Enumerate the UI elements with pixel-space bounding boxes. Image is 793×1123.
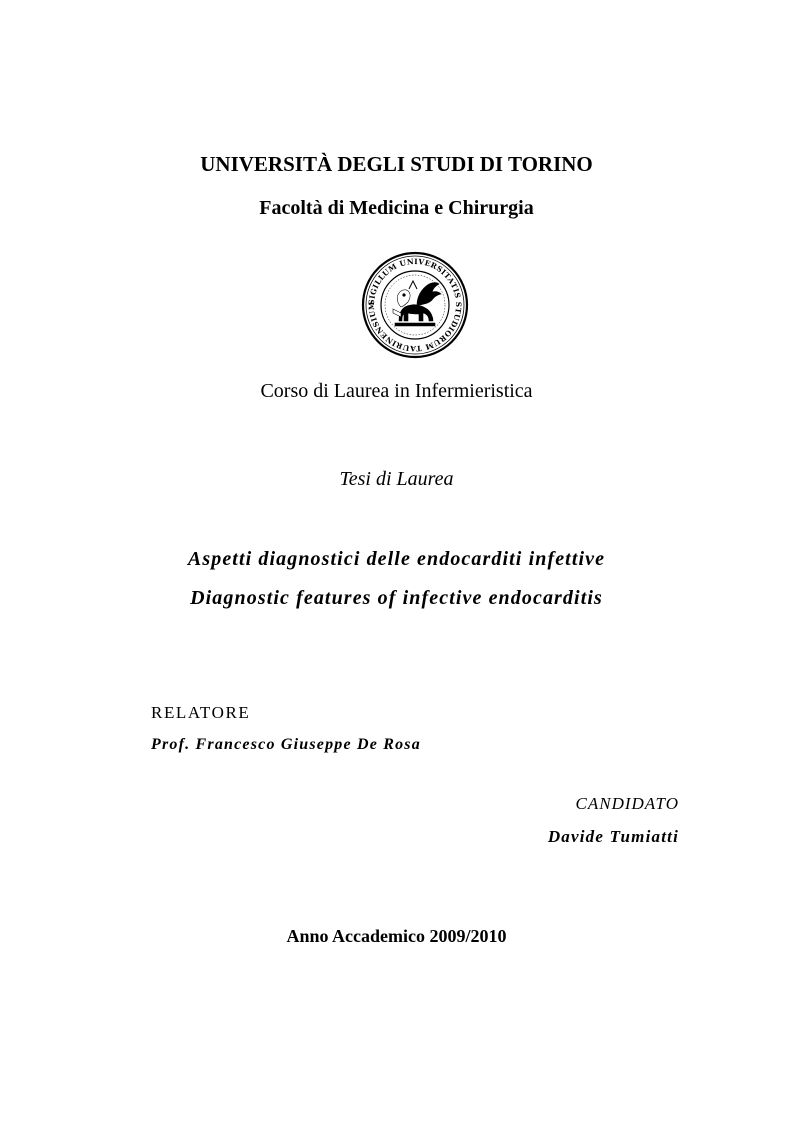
thesis-title-english: Diagnostic features of infective endocarditis xyxy=(190,587,603,609)
candidato-name: Davide Tumiatti xyxy=(547,827,679,846)
university-seal-icon xyxy=(361,251,469,359)
faculty-name: Facoltà di Medicina e Chirurgia xyxy=(259,197,534,219)
svg-text:SIGILLUM UNIVERSITATIS STUDIOR: SIGILLUM UNIVERSITATIS STUDIORUM TAURINENSIUM xyxy=(366,256,464,354)
university-name: UNIVERSITÀ DEGLI STUDI DI TORINO xyxy=(200,152,593,176)
candidato-label: CANDIDATO xyxy=(575,794,679,813)
relatore-name: Prof. Francesco Giuseppe De Rosa xyxy=(151,736,421,753)
relatore-label: RELATORE xyxy=(151,703,251,722)
thesis-label: Tesi di Laurea xyxy=(339,468,454,490)
academic-year: Anno Accademico 2009/2010 xyxy=(286,926,507,946)
thesis-title-italian: Aspetti diagnostici delle endocarditi infettive xyxy=(187,548,606,570)
course-name: Corso di Laurea in Infermieristica xyxy=(260,380,533,402)
